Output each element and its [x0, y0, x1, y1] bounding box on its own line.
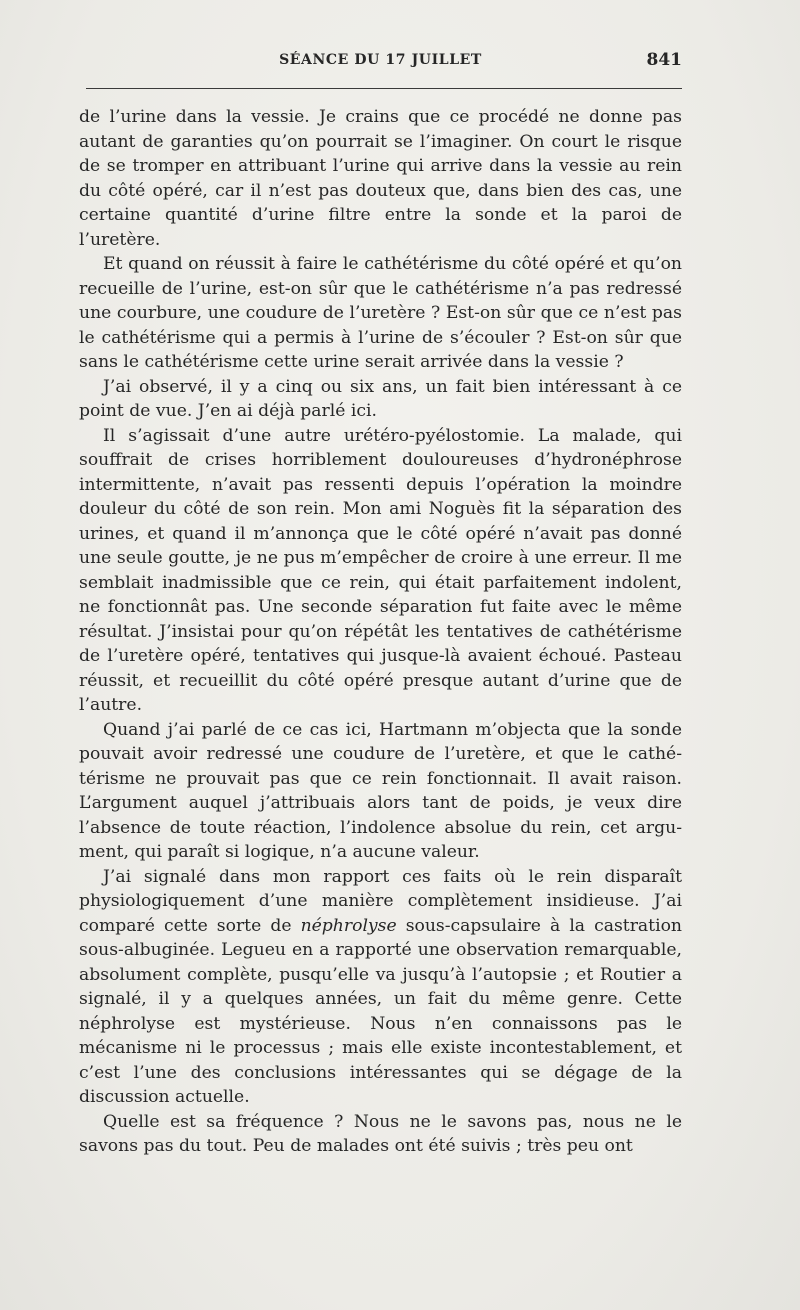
- page-number: 841: [646, 50, 682, 70]
- running-title: SÉANCE DU 17 JUILLET: [279, 52, 482, 68]
- paragraph: J’ai signalé dans mon rapport ces faits où le rein disparaît physiologiquement d’une manière complètement insidieuse. J’ai comparé cette sorte de néphrolyse sous-capsulaire à la castration sous-albuginée. Legueu en a rapporté une observation remarquable, absolument complète, pusqu’elle va jusqu’à l’autopsie ; et Routier a signalé, il y a quelques années, un fait du même genre. Cette néphrolyse est mystérieuse. Nous n’en connaissons pas le mécanisme ni le processus ; mais elle existe incontestablement, et c’est l’une des conclusions intéressantes qui se dégage de la discussion actuelle.: [79, 866, 682, 1107]
- paragraph: Il s’agissait d’une autre urétéro-pyélostomie. La malade, qui souffrait de crises horriblement douloureuses d’hydronéphrose intermittente, n’avait pas ressenti depuis l’opération la moindre douleur du côté de son rein. Mon ami Noguès fit la séparation des urines, et quand il m’annonça que le côté opéré n’avait pas donné une seule goutte, je ne pus m’empêcher de croire à une erreur. Il me semblait inadmissible que ce rein, qui était parfaitement indolent, ne fonctionnât pas. Une seconde séparation fut faite avec le même résultat. J’insistai pour qu’on répétât les tentatives de cathétérisme de l’uretère opéré, tentatives qui jusque-là avaient échoué. Pasteau réussit, et recueillit du côté opéré presque autant d’urine que de l’autre.: [79, 425, 682, 715]
- body-text: [79, 105, 682, 1159]
- paragraph: J’ai observé, il y a cinq ou six ans, un fait bien intéressant à ce point de vue. J’en ai déjà parlé ici.: [79, 376, 682, 421]
- paragraph: de l’urine dans la vessie. Je crains que ce procédé ne donne pas autant de garanties qu’on pourrait se l’imaginer. On court le risque de se tromper en attribuant l’urine qui arrive dans la vessie au rein du côté opéré, car il n’est pas douteux que, dans bien des cas, une certaine quantité d’urine filtre entre la sonde et la paroi de l’uretère.: [79, 107, 682, 250]
- page-header: [79, 50, 682, 70]
- header-rule: [86, 88, 682, 89]
- paragraph: Quelle est sa fréquence ? Nous ne le savons pas, nous ne le savons pas du tout. Peu de malades ont été suivis ; très peu ont: [79, 1111, 682, 1156]
- paragraph: Et quand on réussit à faire le cathétérisme du côté opéré et qu’on recueille de l’urine, est-on sûr que le cathétérisme n’a pas redressé une courbure, une coudure de l’uretère ? Est-on sûr que ce n’est pas le cathétérisme qui a permis à l’urine de s’écouler ? Est-on sûr que sans le cathétérisme cette urine serait arrivée dans la vessie ?: [79, 254, 682, 372]
- paragraph: Quand j’ai parlé de ce cas ici, Hartmann m’objecta que la sonde pouvait avoir redressé une coudure de l’uretère, et que le cathétérisme ne prouvait pas que ce rein fonctionnait. Il avait raison. L’argument auquel j’attribuais alors tant de poids, je veux dire l’absence de toute réaction, l’indolence absolue du rein, cet argument, qui paraît si logique, n’a aucune valeur.: [79, 719, 682, 862]
- emphasized-term: néphrolyse: [300, 915, 397, 936]
